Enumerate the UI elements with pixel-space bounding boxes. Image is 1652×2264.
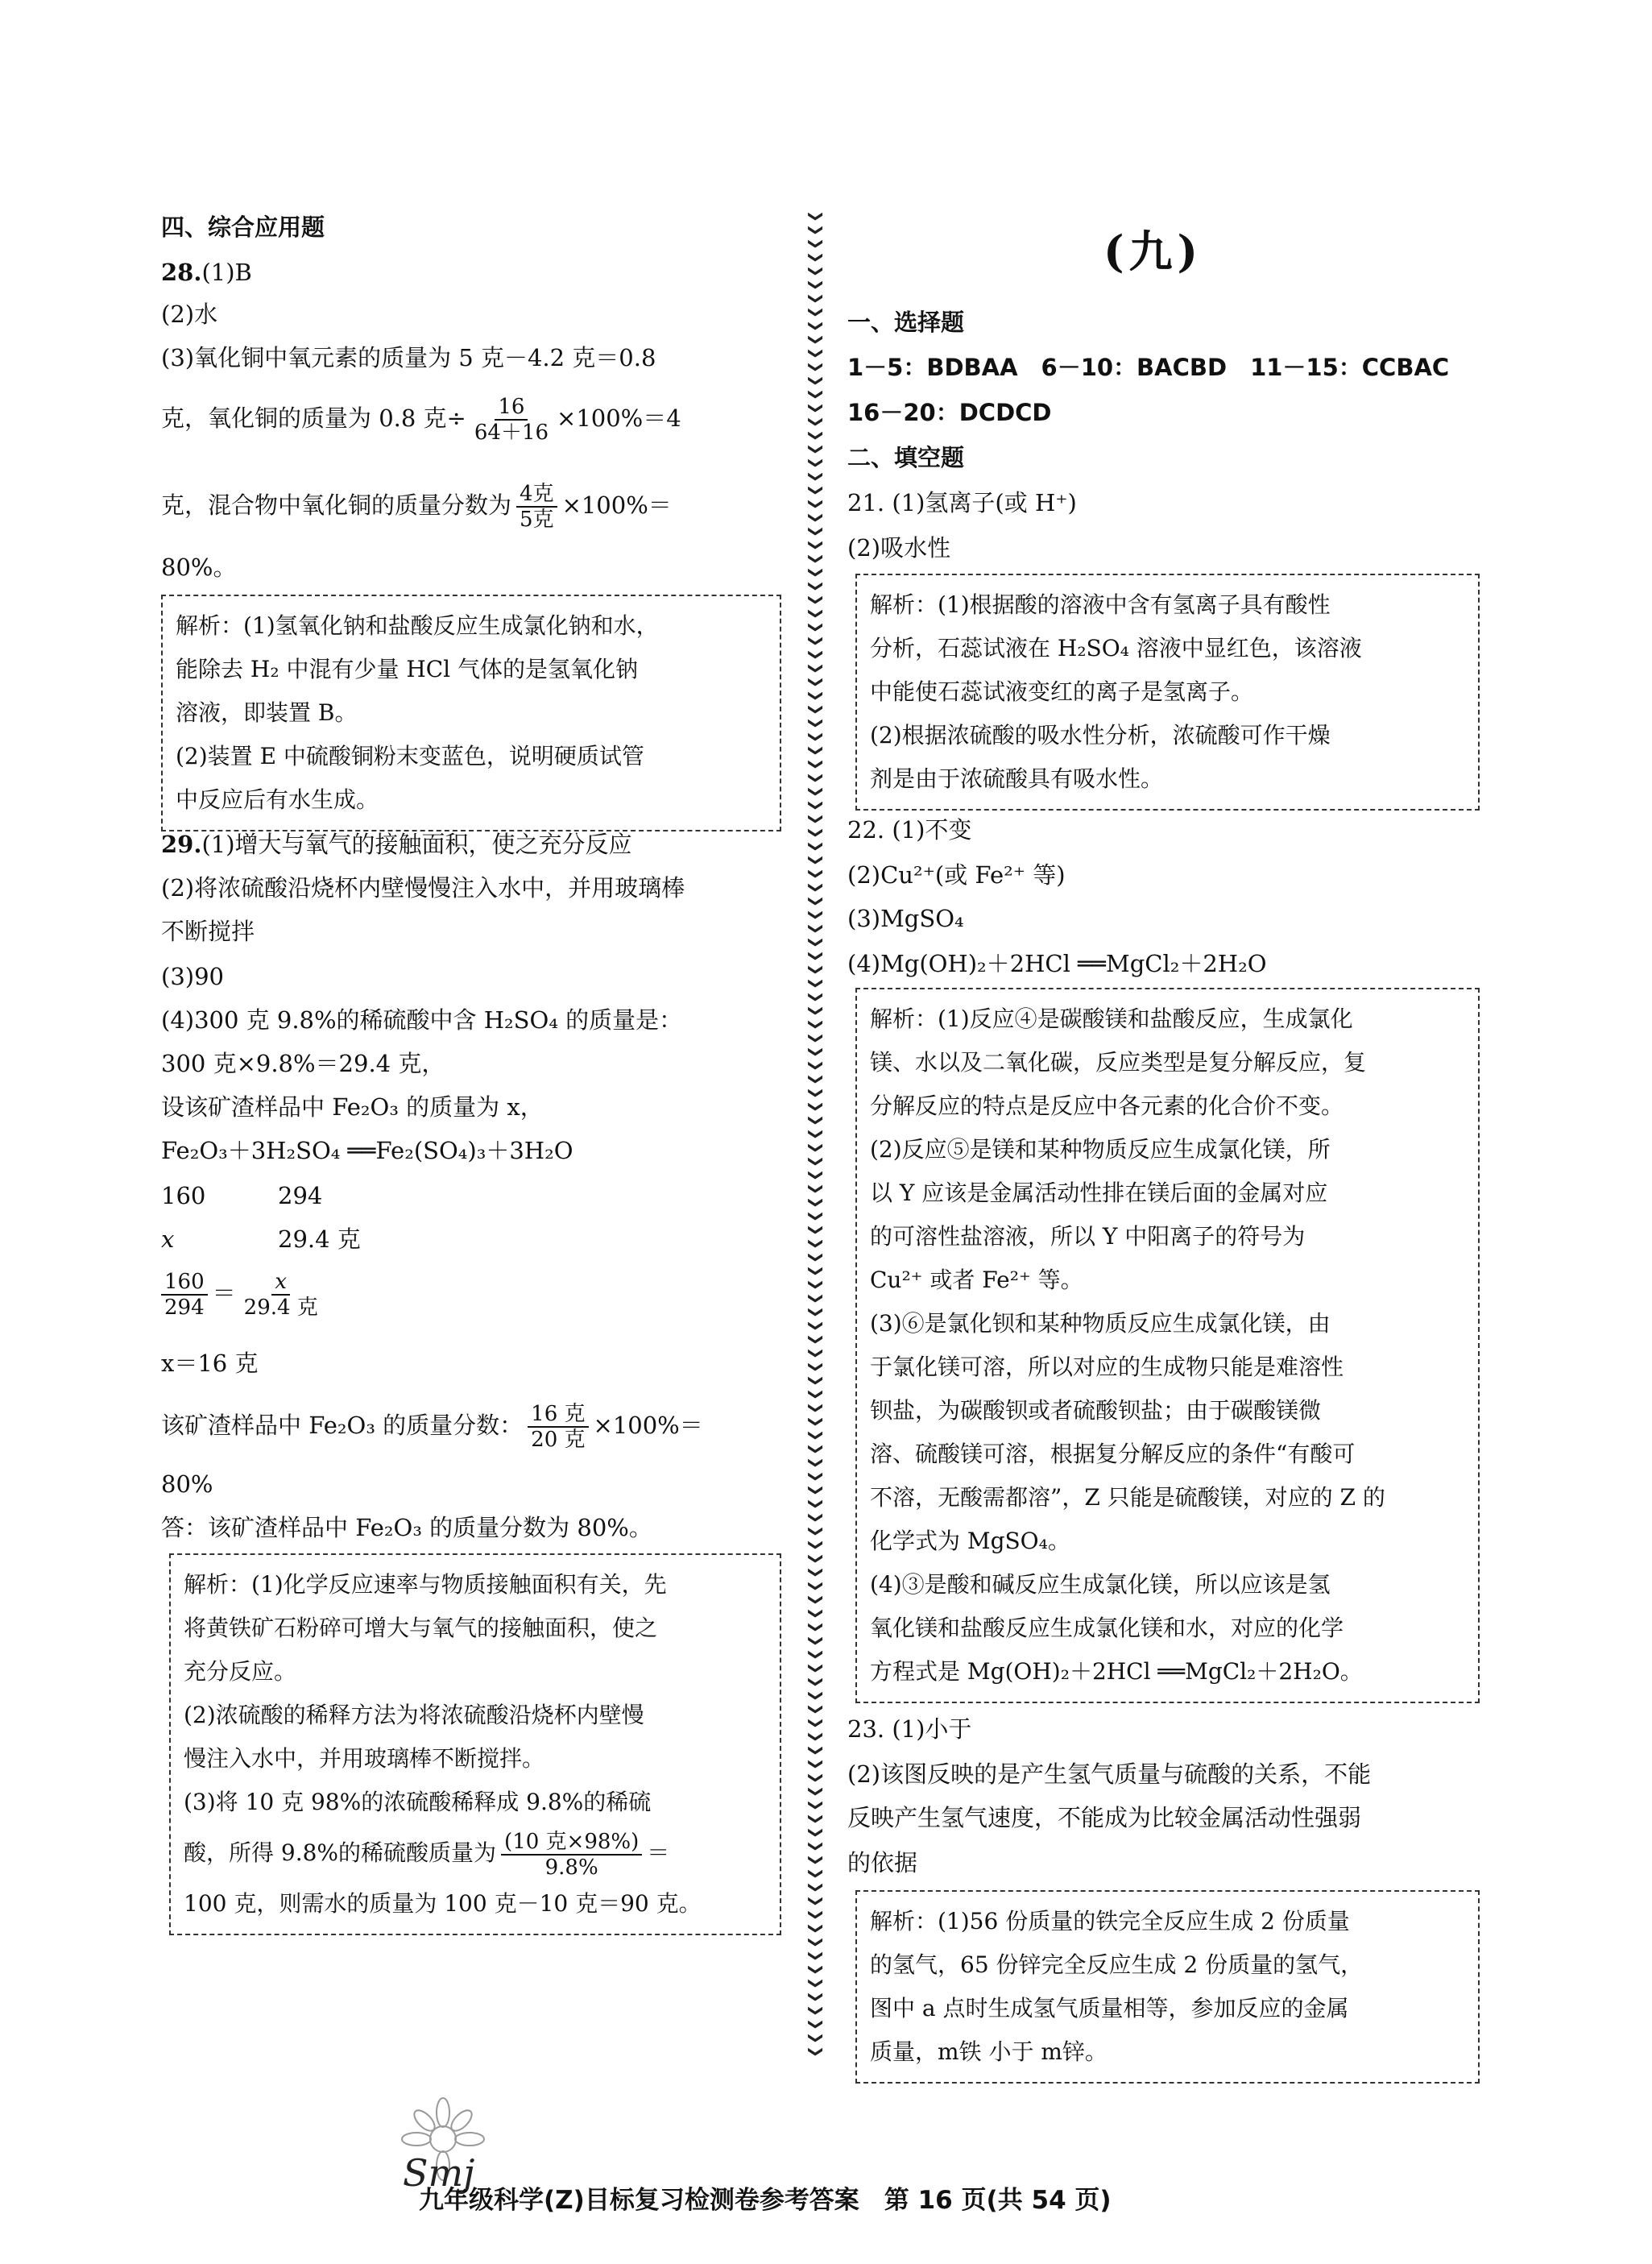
q22-exp-line: 化学式为 MgSO₄。 [870,1528,1070,1554]
q29-number: 29. [161,831,202,858]
q22-answer-4: (4)Mg(OH)₂＋2HCl ══MgCl₂＋2H₂O [847,950,1267,977]
q22-exp-line: (4)③是酸和碱反应生成氯化镁，所以应该是氢 [870,1571,1331,1598]
mc-answers-1: 1－5：BDBAA 6－10：BACBD 11－15：CCBAC [847,354,1450,381]
q29-answer-4-line1: (4)300 克 9.8%的稀硫酸中含 H₂SO₄ 的质量是： [161,1006,683,1034]
q28-answer-3-line1: (3)氧化铜中氧元素的质量为 5 克－4.2 克＝0.8 [161,344,656,371]
q22-answer-1: 22. (1)不变 [847,816,972,844]
q21-exp-line: 剂是由于浓硫酸具有吸水性。 [870,765,1164,792]
q28-frac1-num: 16 [495,395,528,421]
q22-exp-line: 氧化镁和盐酸反应生成氯化镁和水，对应的化学 [870,1615,1344,1641]
q29-exp-line: 充分反应。 [184,1658,297,1685]
q29-mf-post: ×100%＝ [593,1412,703,1439]
q29-exp-line: 解析：(1)化学反应速率与物质接触面积有关，先 [184,1571,667,1598]
q29-mf-num: 16 克 [528,1402,588,1428]
q29-exp-frac-den: 9.8% [544,1855,598,1880]
q29-prop-f1-num: 160 [161,1270,208,1296]
q29-proportion [161,1265,326,1321]
q28-number: 28. [161,259,202,286]
section-heading-nine: (九) [1103,226,1203,277]
q22-exp-line: 方程式是 Mg(OH)₂＋2HCl ══MgCl₂＋2H₂O。 [870,1658,1363,1685]
q29-a1: (1)增大与氧气的接触面积，使之充分反应 [201,831,632,858]
q29-explanation-box [169,1553,781,1935]
q23-exp-line: 质量，m铁 小于 m锌。 [870,2038,1108,2065]
q29-exp-frac-num: (10 克×98%) [501,1830,642,1856]
q21-exp-line: 中能使石蕊试液变红的离子是氢离子。 [870,678,1254,705]
q28-a3-l3-post: ×100%＝ [561,491,672,519]
q29-mass-fraction [161,1397,703,1453]
q21-exp-line: (2)根据浓硫酸的吸水性分析，浓硫酸可作干燥 [870,722,1331,748]
q29-final-answer: 答：该矿渣样品中 Fe₂O₃ 的质量分数为 80%。 [161,1514,652,1541]
section-title-comprehensive: 四、综合应用题 [161,214,325,241]
q22-exp-line: 的可溶性盐溶液，所以 Y 中阳离子的符号为 [870,1223,1306,1250]
q28-a3-l2-pre: 克，氧化铜的质量为 0.8 克÷ [161,404,466,432]
q21-exp-line: 解析：(1)根据酸的溶液中含有氢离子具有酸性 [870,591,1331,618]
q29-exp-frac-post: ＝ [647,1839,670,1866]
q28-exp-line: 溶液，即装置 B。 [176,699,358,726]
q29-answer-2-line2: 不断搅拌 [161,918,255,945]
q28-explanation-box [161,595,781,831]
q23-answer-2-line3: 的依据 [847,1849,918,1876]
q22-exp-line: 解析：(1)反应④是碳酸镁和盐酸反应，生成氯化 [870,1006,1353,1032]
q23-answer-1: 23. (1)小于 [847,1715,972,1743]
q22-answer-3: (3)MgSO₄ [847,905,964,932]
q22-exp-line: 钡盐，为碳酸钡或者硫酸钡盐；由于碳酸镁微 [870,1397,1322,1424]
q28-fraction-1 [471,395,552,445]
q29-exp-line: 慢注入水中，并用玻璃棒不断搅拌。 [184,1745,545,1772]
q29-exp-line: (2)浓硫酸的稀释方法为将浓硫酸沿烧杯内壁慢 [184,1702,644,1728]
q28-answer-3-line3 [161,477,672,533]
q29-answer-1 [161,828,632,860]
q29-mass-160: 160 [161,1182,206,1209]
column-divider: ❯ ❯ ❯ ❯ ❯ ❯ ❯ ❯ ❯ ❯ ❯ ❯ ❯ ❯ ❯ ❯ ❯ ❯ ❯ ❯ ❯ ❯ ❯ ❯ ❯ ❯ ❯ ❯ ❯ ❯ ❯ ❯ ❯ ❯ ❯ ❯ ❯ ❯ ❯ ❯ ❯ ❯ ❯ ❯ ❯ ❯ ❯ ❯ ❯ ❯ ❯ ❯ ❯ ❯ ❯ ❯ ❯ ❯ ❯ ❯ ❯ ❯ ❯ ❯ ❯ ❯ ❯ ❯ ❯ ❯ ❯ ❯ ❯ ❯ ❯ ❯ ❯ ❯ ❯ ❯ ❯ ❯ ❯ ❯ ❯ ❯ ❯ ❯ ❯ ❯ ❯ ❯ ❯ ❯ ❯ ❯ ❯ ❯ ❯ ❯ ❯ ❯ ❯ ❯ ❯ ❯ ❯ ❯ ❯ ❯ ❯ ❯ ❯ ❯ ❯ ❯ ❯ ❯ ❯ ❯ ❯ ❯ ❯ ❯ ❯ ❯ ❯ ❯ ❯ ❯ ❯ ❯ ❯ ❯ ❯ [807,209,825,2059]
q28-answer-3-line4: 80%。 [161,554,237,581]
q28-answer-1 [161,256,252,288]
q28-frac2-den: 5克 [520,508,554,532]
q28-a1: (1)B [201,259,252,286]
q23-exp-line: 图中 a 点时生成氢气质量相等，参加反应的金属 [870,1995,1349,2021]
section-title-choice: 一、选择题 [847,309,965,336]
q29-mass-294-value: 29.4 克 [278,1225,361,1253]
q22-exp-line: 以 Y 应该是金属活动性排在镁后面的金属对应 [870,1180,1328,1206]
q29-exp-line: 将黄铁矿石粉碎可增大与氧气的接触面积，使之 [184,1615,658,1641]
q29-result-80: 80% [161,1470,213,1498]
q23-answer-2-line2: 反映产生氢气速度，不能成为比较金属活动性强弱 [847,1804,1362,1831]
q22-exp-line: 于氯化镁可溶，所以对应的生成物只能是难溶性 [870,1354,1344,1380]
q29-exp-fraction-line [184,1824,767,1882]
q29-prop-f1-den: 294 [164,1296,205,1320]
q28-a3-l2-post: ×100%＝4 [557,404,681,432]
q28-a3-l3-pre: 克，混合物中氧化铜的质量分数为 [161,491,512,519]
q23-exp-line: 解析：(1)56 份质量的铁完全反应生成 2 份质量 [870,1908,1350,1934]
q22-explanation-box [855,988,1480,1703]
mc-answers-2: 16－20：DCDCD [847,399,1052,426]
q29-answer-4-line2: 300 克×9.8%＝29.4 克， [161,1050,445,1077]
q28-answer-2: (2)水 [161,301,218,328]
q22-exp-line: (3)⑥是氯化钡和某种物质反应生成氯化镁，由 [870,1310,1331,1337]
q22-exp-line: (2)反应⑤是镁和某种物质反应生成氯化镁，所 [870,1136,1331,1163]
q22-exp-line: 镁、水以及二氧化碳，反应类型是复分解反应，复 [870,1049,1367,1076]
q28-exp-line: 中反应后有水生成。 [176,786,379,813]
q29-equation: Fe₂O₃＋3H₂SO₄ ══Fe₂(SO₄)₃＋3H₂O [161,1137,573,1164]
q21-explanation-box [855,574,1480,811]
q29-exp-frac-pre: 酸，所得 9.8%的稀硫酸质量为 [184,1839,497,1866]
q28-frac2-num: 4克 [516,482,557,508]
q29-prop-f2-num: x [271,1270,290,1296]
q29-mf-pre: 该矿渣样品中 Fe₂O₃ 的质量分数： [161,1412,524,1439]
q28-exp-line: (2)装置 E 中硫酸铜粉末变蓝色，说明硬质试管 [176,743,644,769]
q21-answer-1: 21. (1)氢离子(或 H⁺) [847,489,1077,516]
q29-exp-line: (3)将 10 克 98%的浓硫酸稀释成 9.8%的稀硫 [184,1789,652,1815]
q23-answer-2-line1: (2)该图反映的是产生氢气质量与硫酸的关系，不能 [847,1760,1372,1788]
q29-mf-den: 20 克 [531,1428,586,1452]
q29-prop-frac-1 [161,1270,208,1320]
q29-mf-frac [528,1402,588,1452]
q29-prop-frac-2 [241,1270,321,1320]
q21-exp-line: 分析，石蕊试液在 H₂SO₄ 溶液中显红色，该溶液 [870,635,1362,661]
q29-mass-294: 294 [278,1182,323,1209]
q28-answer-3-line2 [161,390,681,446]
q22-answer-2: (2)Cu²⁺(或 Fe²⁺ 等) [847,861,1066,889]
q29-unknown-x: x [161,1225,175,1253]
publisher-logo-text: Smj [403,2151,475,2195]
q29-x-result: x＝16 克 [161,1350,259,1377]
q23-explanation-box [855,1890,1480,2084]
q29-prop-equals: ＝ [212,1279,236,1307]
q28-exp-line: 解析：(1)氢氧化钠和盐酸反应生成氯化钠和水， [176,612,659,639]
q21-answer-2: (2)吸水性 [847,534,951,562]
q29-answer-4-line3: 设该矿渣样品中 Fe₂O₃ 的质量为 x， [161,1093,544,1121]
q23-exp-line: 的氢气，65 份锌完全反应生成 2 份质量的氢气， [870,1951,1364,1978]
q22-exp-line: 溶、硫酸镁可溶，根据复分解反应的条件“有酸可 [870,1441,1356,1467]
q28-exp-line: 能除去 H₂ 中混有少量 HCl 气体的是氢氧化钠 [176,656,639,682]
section-title-fill: 二、填空题 [847,444,965,471]
q29-answer-3: (3)90 [161,963,224,990]
q22-exp-line: Cu²⁺ 或者 Fe²⁺ 等。 [870,1267,1083,1293]
q22-exp-line: 分解反应的特点是反应中各元素的化合价不变。 [870,1093,1344,1119]
q29-answer-2-line1: (2)将浓硫酸沿烧杯内壁慢慢注入水中，并用玻璃棒 [161,874,685,902]
q28-frac1-den: 64＋16 [474,421,549,445]
q29-exp-line: 100 克，则需水的质量为 100 克－10 克＝90 克。 [184,1890,702,1917]
q29-prop-f2-den: 29.4 克 [243,1296,318,1320]
q28-fraction-2 [516,482,557,532]
q22-exp-line: 不溶，无酸需都溶”，Z 只能是硫酸镁，对应的 Z 的 [870,1484,1385,1511]
page-footer: 九年级科学(Z)目标复习检测卷参考答案 第 16 页(共 54 页) [419,2186,1112,2215]
q29-exp-frac [501,1830,642,1880]
